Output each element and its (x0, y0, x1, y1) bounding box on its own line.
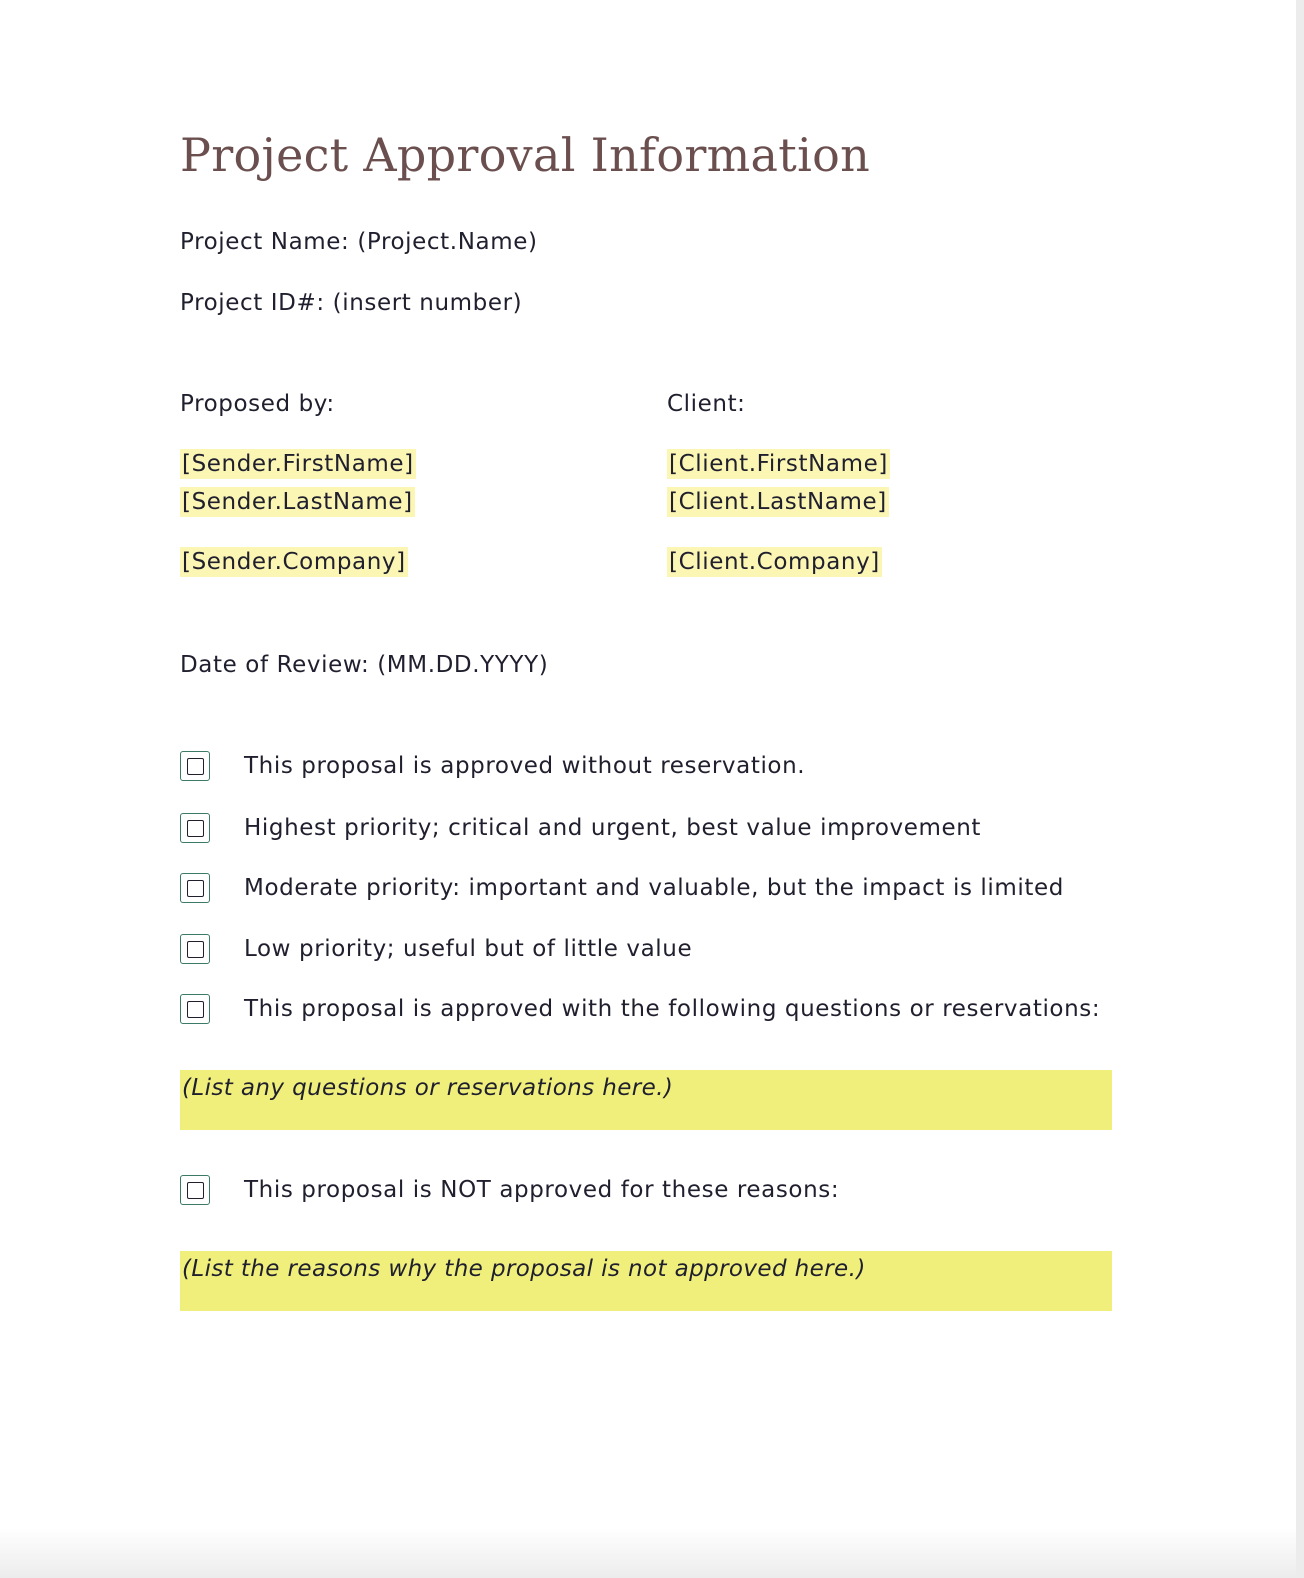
checkbox[interactable] (180, 873, 210, 903)
page-title: Project Approval Information (180, 128, 870, 182)
checkbox[interactable] (180, 994, 210, 1024)
page-bottom-shade (0, 1528, 1304, 1578)
client-company: [Client.Company] (669, 549, 880, 575)
option-label: This proposal is approved without reservation. (244, 753, 806, 779)
sender-last-name: [Sender.LastName] (182, 489, 413, 515)
option-label: This proposal is NOT approved for these reasons: (244, 1177, 840, 1203)
sender-first-name: [Sender.FirstName] (182, 451, 414, 477)
sender-company: [Sender.Company] (182, 549, 406, 575)
checkbox[interactable] (180, 1175, 210, 1205)
option-approved-with-reservations[interactable] (180, 994, 1180, 1028)
client-first-name: [Client.FirstName] (669, 451, 888, 477)
option-moderate-priority[interactable] (180, 873, 1180, 907)
project-name-field: Project Name: (Project.Name) (180, 229, 538, 255)
date-of-review-field: Date of Review: (MM.DD.YYYY) (180, 652, 549, 678)
checkbox[interactable] (180, 751, 210, 781)
project-id-field: Project ID#: (insert number) (180, 290, 523, 316)
client-label: Client: (667, 391, 746, 417)
option-label: This proposal is approved with the following questions or reservations: (244, 996, 1101, 1022)
page-edge (1296, 0, 1304, 1578)
reservations-field[interactable] (180, 1070, 1112, 1130)
option-label: Low priority; useful but of little value (244, 936, 693, 962)
checkbox[interactable] (180, 934, 210, 964)
option-highest-priority[interactable] (180, 813, 1180, 847)
option-approved-without-reservation[interactable] (180, 751, 1180, 785)
option-label: Moderate priority: important and valuable, but the impact is limited (244, 875, 1064, 901)
reasons-placeholder: (List the reasons why the proposal is not approved here.) (182, 1256, 866, 1282)
option-label: Highest priority; critical and urgent, best value improvement (244, 815, 982, 841)
reasons-field[interactable] (180, 1251, 1112, 1311)
option-not-approved[interactable] (180, 1175, 1180, 1209)
option-low-priority[interactable] (180, 934, 1180, 968)
proposed-by-label: Proposed by: (180, 391, 335, 417)
checkbox[interactable] (180, 813, 210, 843)
reservations-placeholder: (List any questions or reservations here.) (182, 1075, 674, 1101)
client-last-name: [Client.LastName] (669, 489, 887, 515)
